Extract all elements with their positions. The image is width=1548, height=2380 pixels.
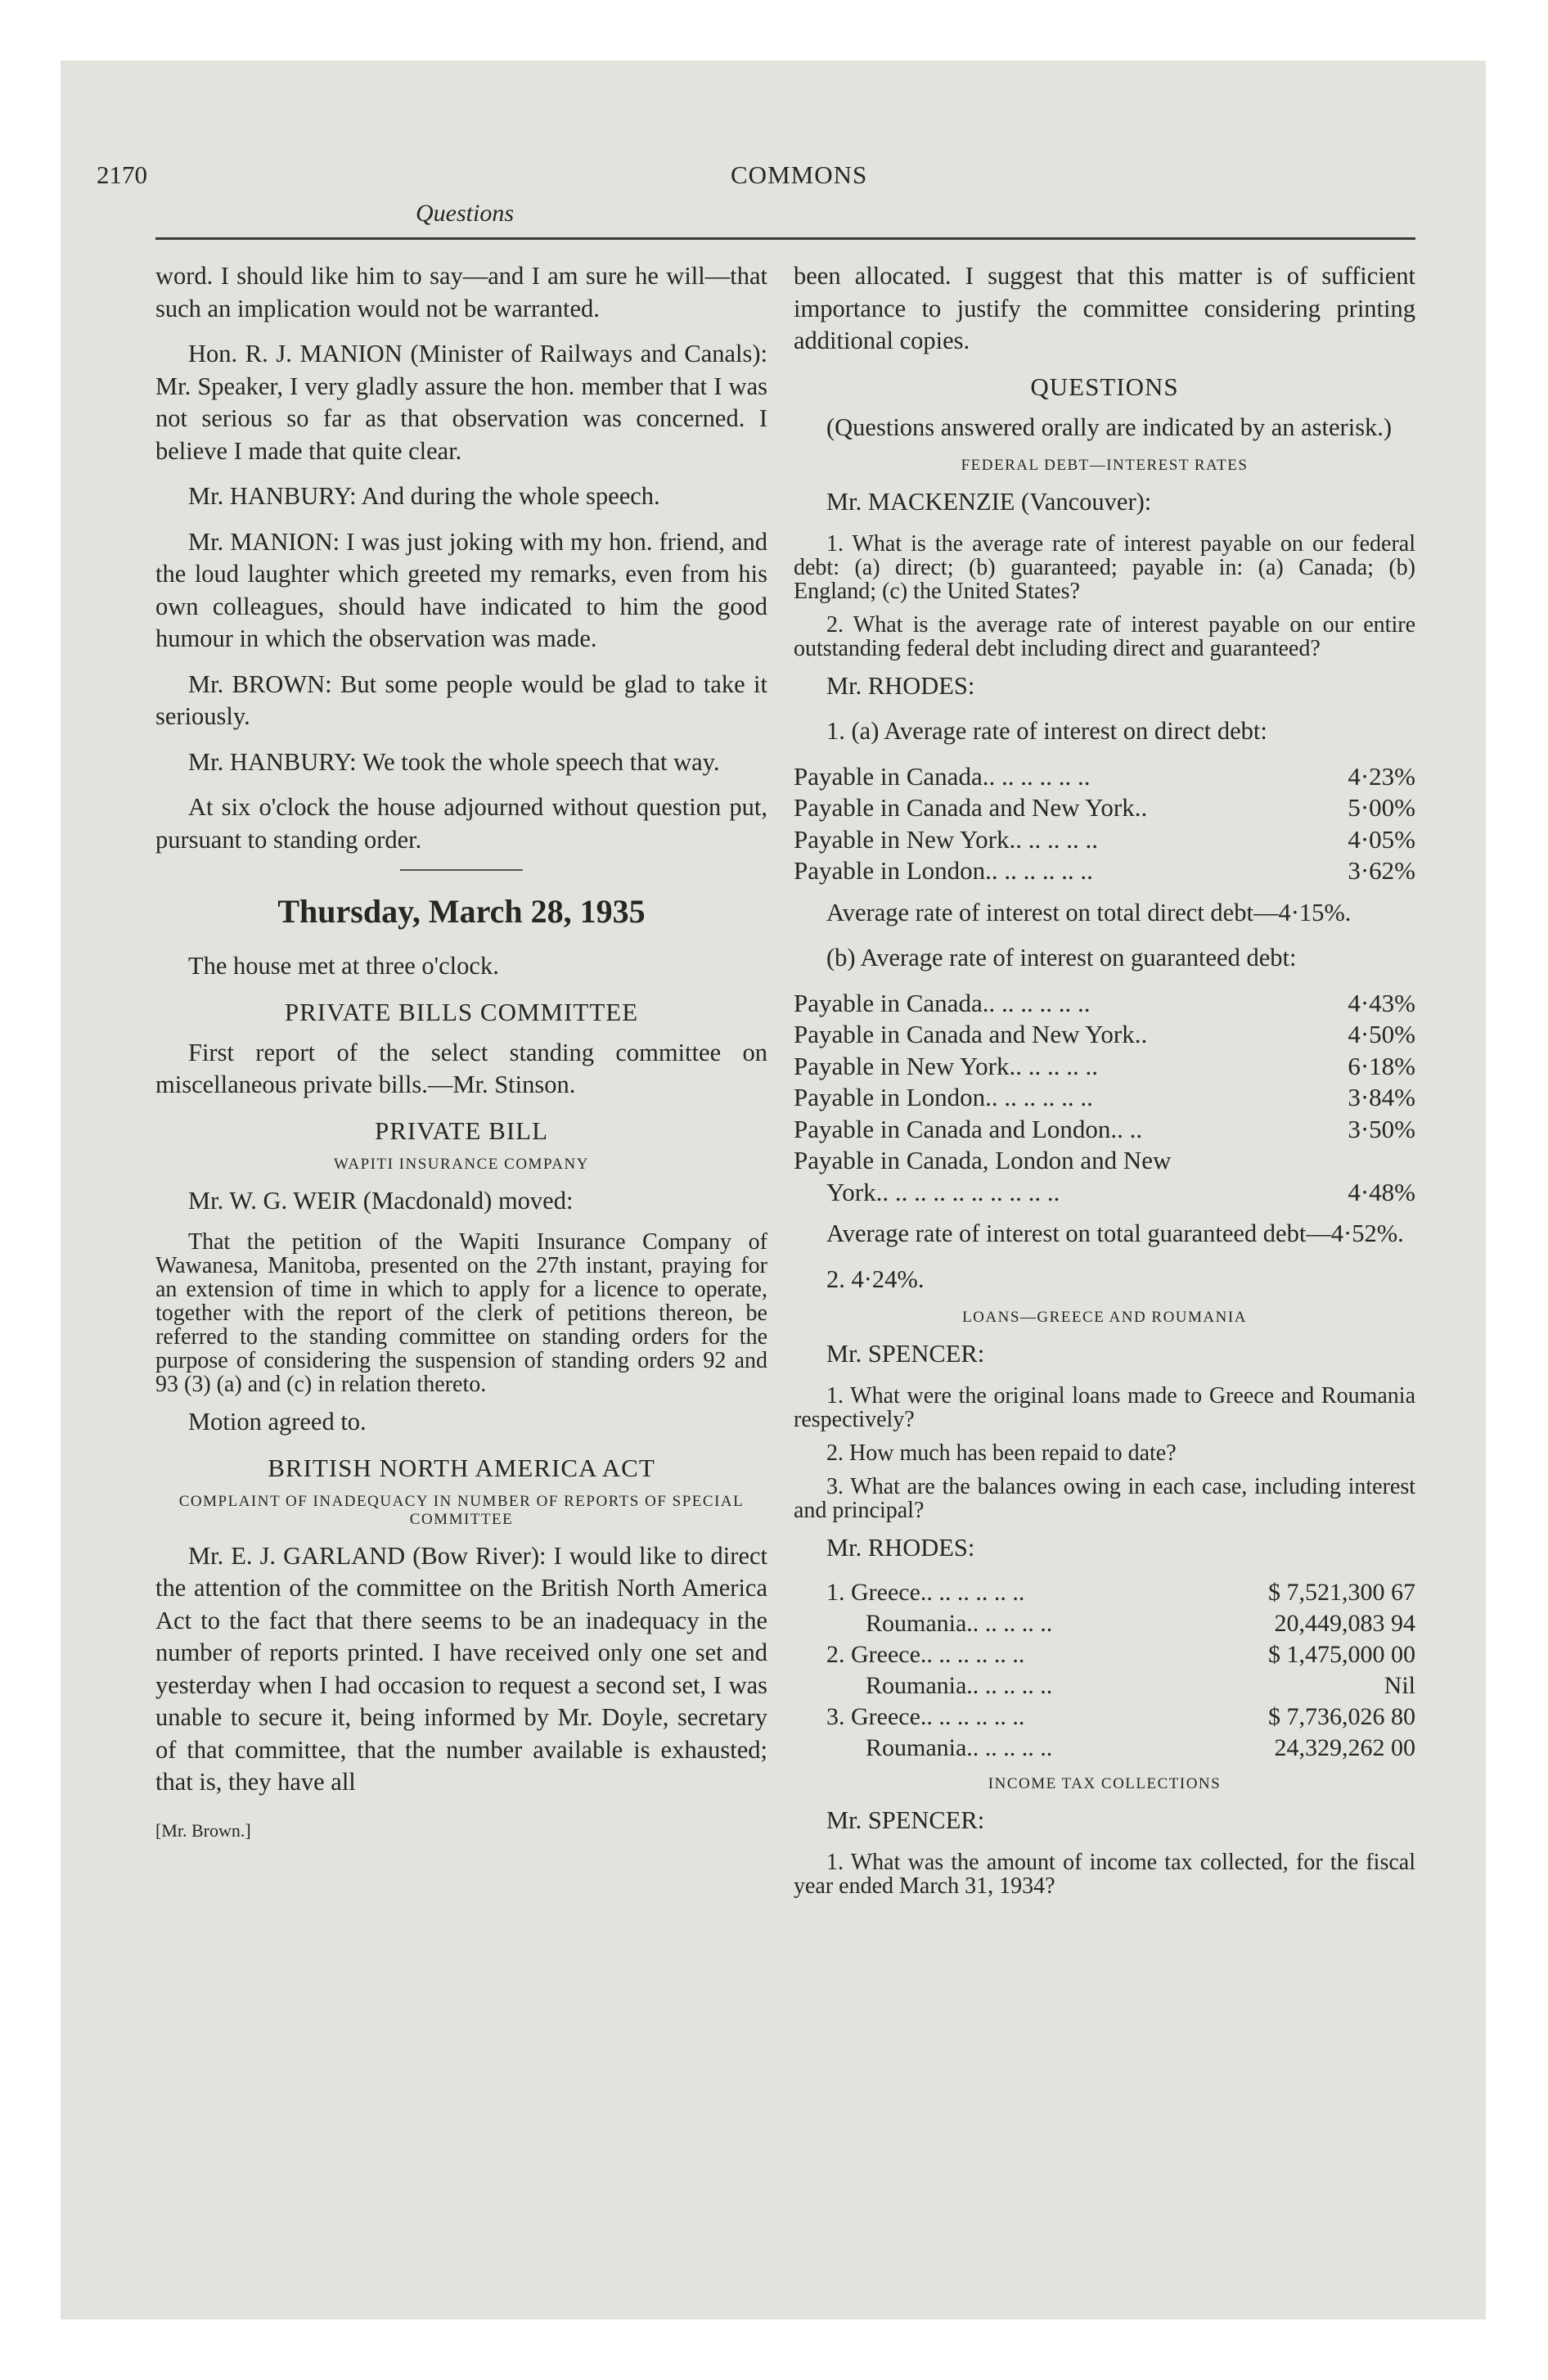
- answer-text: Average rate of interest on total guaranteed debt—4·52%.: [826, 1219, 1404, 1247]
- subheading: INCOME TAX COLLECTIONS: [988, 1775, 1222, 1792]
- rate-place: Payable in London.. .. .. .. .. ..: [794, 1083, 1093, 1111]
- paragraph: Motion agreed to.: [188, 1408, 367, 1436]
- answer-text: 2. 4·24%.: [826, 1264, 925, 1293]
- question-text: 2. How much has been repaid to date?: [826, 1440, 1177, 1466]
- loan-row: [826, 1577, 1415, 1608]
- section-heading: PRIVATE BILL: [374, 1116, 549, 1145]
- member-name: Mr. RHODES:: [826, 1533, 975, 1562]
- rate-value: 4·48%: [1348, 1177, 1415, 1206]
- loan-row: [826, 1608, 1415, 1639]
- rate-row: [794, 1051, 1415, 1083]
- rate-value: 4·43%: [1348, 988, 1415, 1017]
- paragraph: Mr. HANBURY: And during the whole speech.: [188, 482, 660, 510]
- rate-value: 6·18%: [1348, 1051, 1415, 1080]
- rate-row: [794, 988, 1415, 1020]
- motion-text: That the petition of the Wapiti Insurance Company of Wawanesa, Manitoba, presented on the 27th instant, praying for an extension of time in which to apply for a licence to operate, together with the report of the clerk of petitions thereon, be referred to the standing committee on standing orders for the purpose of considering the suspension of standing orders 92 and 93 (3) (a) and (c) in relation thereto.: [155, 1229, 767, 1397]
- section-heading: QUESTIONS: [1030, 372, 1179, 401]
- section-heading: PRIVATE BILLS COMMITTEE: [284, 997, 639, 1026]
- rate-value: 4·23%: [1348, 761, 1415, 791]
- running-title: COMMONS: [731, 160, 868, 189]
- loan-amount: $ 7,521,300 67: [1268, 1579, 1415, 1606]
- loan-amount: $ 1,475,000 00: [1268, 1641, 1415, 1668]
- rate-value: 4·50%: [1348, 1020, 1415, 1048]
- rate-value: 5·00%: [1348, 793, 1415, 822]
- loan-label: Roumania.. .. .. .. ..: [866, 1672, 1053, 1699]
- rate-place: Payable in Canada and New York..: [794, 1020, 1148, 1048]
- answer-text: (b) Average rate of interest on guaranteed debt:: [826, 944, 1297, 971]
- loan-amount: $ 7,736,026 80: [1268, 1703, 1415, 1730]
- loan-row: [826, 1733, 1415, 1764]
- rate-place: Payable in Canada and London.. ..: [794, 1114, 1143, 1143]
- paragraph: Hon. R. J. MANION (Minister of Railways and Canals): Mr. Speaker, I very gladly assure the hon. member that I was not serious so far as that observation was concerned. I believe I made that quite clear.: [155, 340, 767, 465]
- rate-value: 3·62%: [1348, 856, 1415, 885]
- member-name: Mr. SPENCER:: [826, 1806, 985, 1834]
- left-column: [155, 260, 767, 1841]
- loan-amount: Nil: [1384, 1672, 1415, 1699]
- rate-row: [794, 1082, 1415, 1114]
- member-name: Mr. SPENCER:: [826, 1340, 985, 1368]
- rate-value: 3·50%: [1348, 1114, 1415, 1143]
- answer-text: 1. (a) Average rate of interest on direct debt:: [826, 717, 1267, 745]
- loan-row: [826, 1670, 1415, 1702]
- paragraph: At six o'clock the house adjourned without question put, pursuant to standing order.: [155, 793, 767, 854]
- question-text: 3. What are the balances owing in each case, including interest and principal?: [794, 1473, 1415, 1523]
- question-text: 2. What is the average rate of interest payable on our entire outstanding federal debt including direct and guaranteed?: [794, 611, 1415, 661]
- sitting-date: Thursday, March 28, 1935: [277, 893, 646, 930]
- loan-amount: 24,329,262 00: [1274, 1734, 1415, 1761]
- page-number: 2170: [97, 160, 147, 189]
- rate-place: Payable in Canada, London and New: [794, 1146, 1172, 1174]
- rate-row: [794, 1145, 1415, 1177]
- rate-row: [794, 1177, 1415, 1209]
- section-title: Questions: [416, 200, 514, 227]
- paragraph: been allocated. I suggest that this matter is of sufficient importance to justify the committee considering printing additional copies.: [794, 262, 1415, 354]
- rate-place: Payable in Canada.. .. .. .. .. ..: [794, 761, 1091, 791]
- paragraph: Mr. E. J. GARLAND (Bow River): I would like to direct the attention of the committee on the British North America Act to the fact that there seems to be an inadequacy in the number of reports printed. I have received only one set and yesterday when I had occasion to request a second set, I was unable to secure it, being informed by Mr. Doyle, secretary of that committee, that the number available is exhausted; that is, they have all: [155, 1541, 767, 1796]
- rate-value: 3·84%: [1348, 1083, 1415, 1111]
- loans-table: [826, 1577, 1415, 1764]
- paragraph: word. I should like him to say—and I am sure he will—that such an implication would not be warranted.: [155, 262, 767, 322]
- member-name: Mr. RHODES:: [826, 671, 975, 700]
- loan-row: [826, 1639, 1415, 1670]
- subheading: FEDERAL DEBT—INTEREST RATES: [961, 457, 1249, 474]
- paragraph: Mr. MANION: I was just joking with my hon. friend, and the loud laughter which greeted my remarks, even from his own colleagues, should have indicated to him the good humour in which the observation was made.: [155, 527, 767, 652]
- loan-label: 1. Greece.. .. .. .. .. ..: [826, 1579, 1025, 1606]
- header-rule: [155, 237, 1415, 240]
- paragraph: Mr. HANBURY: We took the whole speech that way.: [188, 747, 720, 776]
- rate-place: Payable in Canada and New York..: [794, 793, 1148, 822]
- rate-row: [794, 855, 1415, 887]
- subheading: LOANS—GREECE AND ROUMANIA: [962, 1309, 1247, 1326]
- loan-label: 2. Greece.. .. .. .. .. ..: [826, 1641, 1025, 1668]
- rate-place: Payable in New York.. .. .. .. ..: [794, 824, 1098, 854]
- section-heading: BRITISH NORTH AMERICA ACT: [268, 1453, 655, 1482]
- loan-row: [826, 1702, 1415, 1733]
- question-text: 1. What was the amount of income tax collected, for the fiscal year ended March 31, 1934?: [794, 1849, 1415, 1899]
- rate-row: [794, 792, 1415, 824]
- rate-row: [794, 761, 1415, 793]
- paragraph: Mr. BROWN: But some people would be glad to take it seriously.: [155, 669, 767, 730]
- loan-amount: 20,449,083 94: [1274, 1610, 1415, 1637]
- rate-row: [794, 1114, 1415, 1146]
- question-text: 1. What is the average rate of interest payable on our federal debt: (a) direct; (b) guaranteed; payable in: (a) Canada; (b) England; (c) the United States?: [794, 530, 1415, 604]
- rate-value: 4·05%: [1348, 824, 1415, 854]
- subheading: WAPITI INSURANCE COMPANY: [334, 1155, 589, 1173]
- right-column: [794, 260, 1415, 1908]
- paragraph: The house met at three o'clock.: [188, 952, 499, 980]
- rate-place: Payable in London.. .. .. .. .. ..: [794, 856, 1093, 885]
- answer-text: Average rate of interest on total direct debt—4·15%.: [826, 898, 1352, 926]
- loan-label: Roumania.. .. .. .. ..: [866, 1734, 1053, 1761]
- page-footer: [Mr. Brown.]: [155, 1819, 251, 1841]
- paragraph: Mr. W. G. WEIR (Macdonald) moved:: [188, 1186, 574, 1215]
- loan-label: 3. Greece.. .. .. .. .. ..: [826, 1703, 1025, 1730]
- rate-place: Payable in Canada.. .. .. .. .. ..: [794, 988, 1091, 1017]
- member-name: Mr. MACKENZIE (Vancouver):: [826, 488, 1152, 516]
- guaranteed-rates-table: [794, 988, 1415, 1209]
- paragraph: (Questions answered orally are indicated by an asterisk.): [826, 412, 1393, 441]
- paragraph: First report of the select standing committee on miscellaneous private bills.—Mr. Stinson.: [155, 1038, 767, 1098]
- rate-place: York.. .. .. .. .. .. .. .. .. ..: [826, 1177, 1060, 1206]
- separator: [400, 869, 523, 871]
- question-text: 1. What were the original loans made to Greece and Roumania respectively?: [794, 1382, 1415, 1432]
- rate-row: [794, 1019, 1415, 1051]
- rate-row: [794, 824, 1415, 856]
- subheading: COMPLAINT OF INADEQUACY IN NUMBER OF REPORTS OF SPECIAL COMMITTEE: [178, 1492, 745, 1528]
- rate-place: Payable in New York.. .. .. .. ..: [794, 1051, 1098, 1080]
- loan-label: Roumania.. .. .. .. ..: [866, 1610, 1053, 1637]
- direct-rates-table: [794, 761, 1415, 887]
